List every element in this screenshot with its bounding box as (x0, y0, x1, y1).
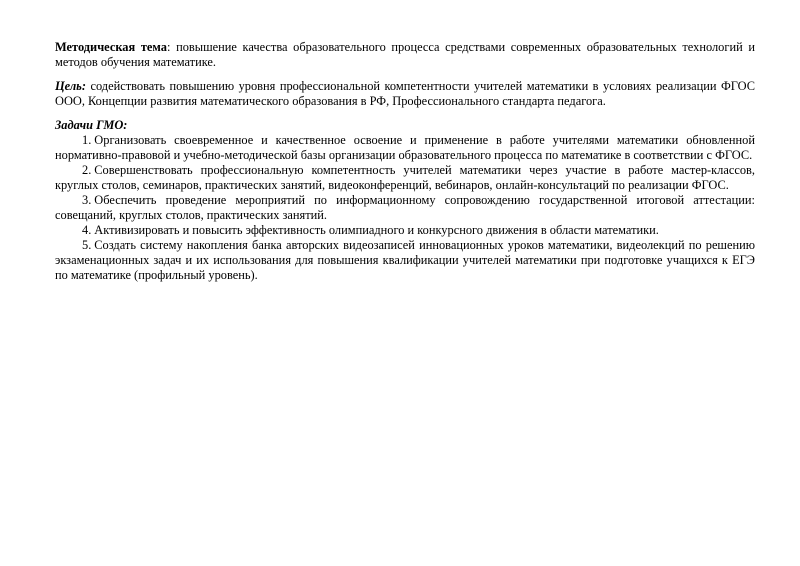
tasks-heading: Задачи ГМО: (55, 118, 128, 132)
task-text: Организовать своевременное и качественное освоение и применение в работе учителями математики обновленной нормативно-правовой и учебно-методической базы организации образовательного процесса по математике в соответствии с ФГОС. (55, 133, 755, 162)
goal-label: Цель: (55, 79, 86, 93)
methodical-theme-label: Методическая тема (55, 40, 167, 54)
methodical-theme-text: повышение качества образовательного процесса средствами современных образовательных технологий и методов обучения математике. (55, 40, 755, 69)
goal-text: содействовать повышению уровня профессиональной компетентности учителей математики в условиях реализации ФГОС ООО, Концепции развития математического образования в РФ, Профессионального стандарта педагога. (55, 79, 755, 108)
task-item-5 (55, 238, 755, 283)
document-page (55, 40, 755, 283)
task-number: 5. (82, 238, 92, 252)
task-number: 2. (82, 163, 92, 177)
task-number: 4. (82, 223, 92, 237)
task-item-4 (55, 223, 755, 238)
task-text: Активизировать и повысить эффективность олимпиадного и конкурсного движения в области математики. (94, 223, 659, 237)
task-item-3 (55, 193, 755, 223)
task-text: Создать систему накопления банка авторских видеозаписей инновационных уроков математики, видеолекций по решению экзаменационных задач и их использования для повышения квалификации учителей математики при подготовке учащихся к ЕГЭ по математике (профильный уровень). (55, 238, 755, 282)
task-item-1 (55, 133, 755, 163)
methodical-theme-paragraph (55, 40, 755, 70)
task-text: Обеспечить проведение мероприятий по информационному сопровождению государственной итоговой аттестации: совещаний, круглых столов, практических занятий. (55, 193, 755, 222)
methodical-theme-separator: : (166, 40, 177, 54)
task-item-2 (55, 163, 755, 193)
goal-paragraph (55, 79, 755, 109)
task-number: 3. (82, 193, 92, 207)
task-number: 1. (82, 133, 92, 147)
task-text: Совершенствовать профессиональную компетентность учителей математики через участие в работе мастер-классов, круглых столов, семинаров, практических занятий, видеоконференций, вебинаров, онлайн-консультаций по реализации ФГОС. (55, 163, 755, 192)
